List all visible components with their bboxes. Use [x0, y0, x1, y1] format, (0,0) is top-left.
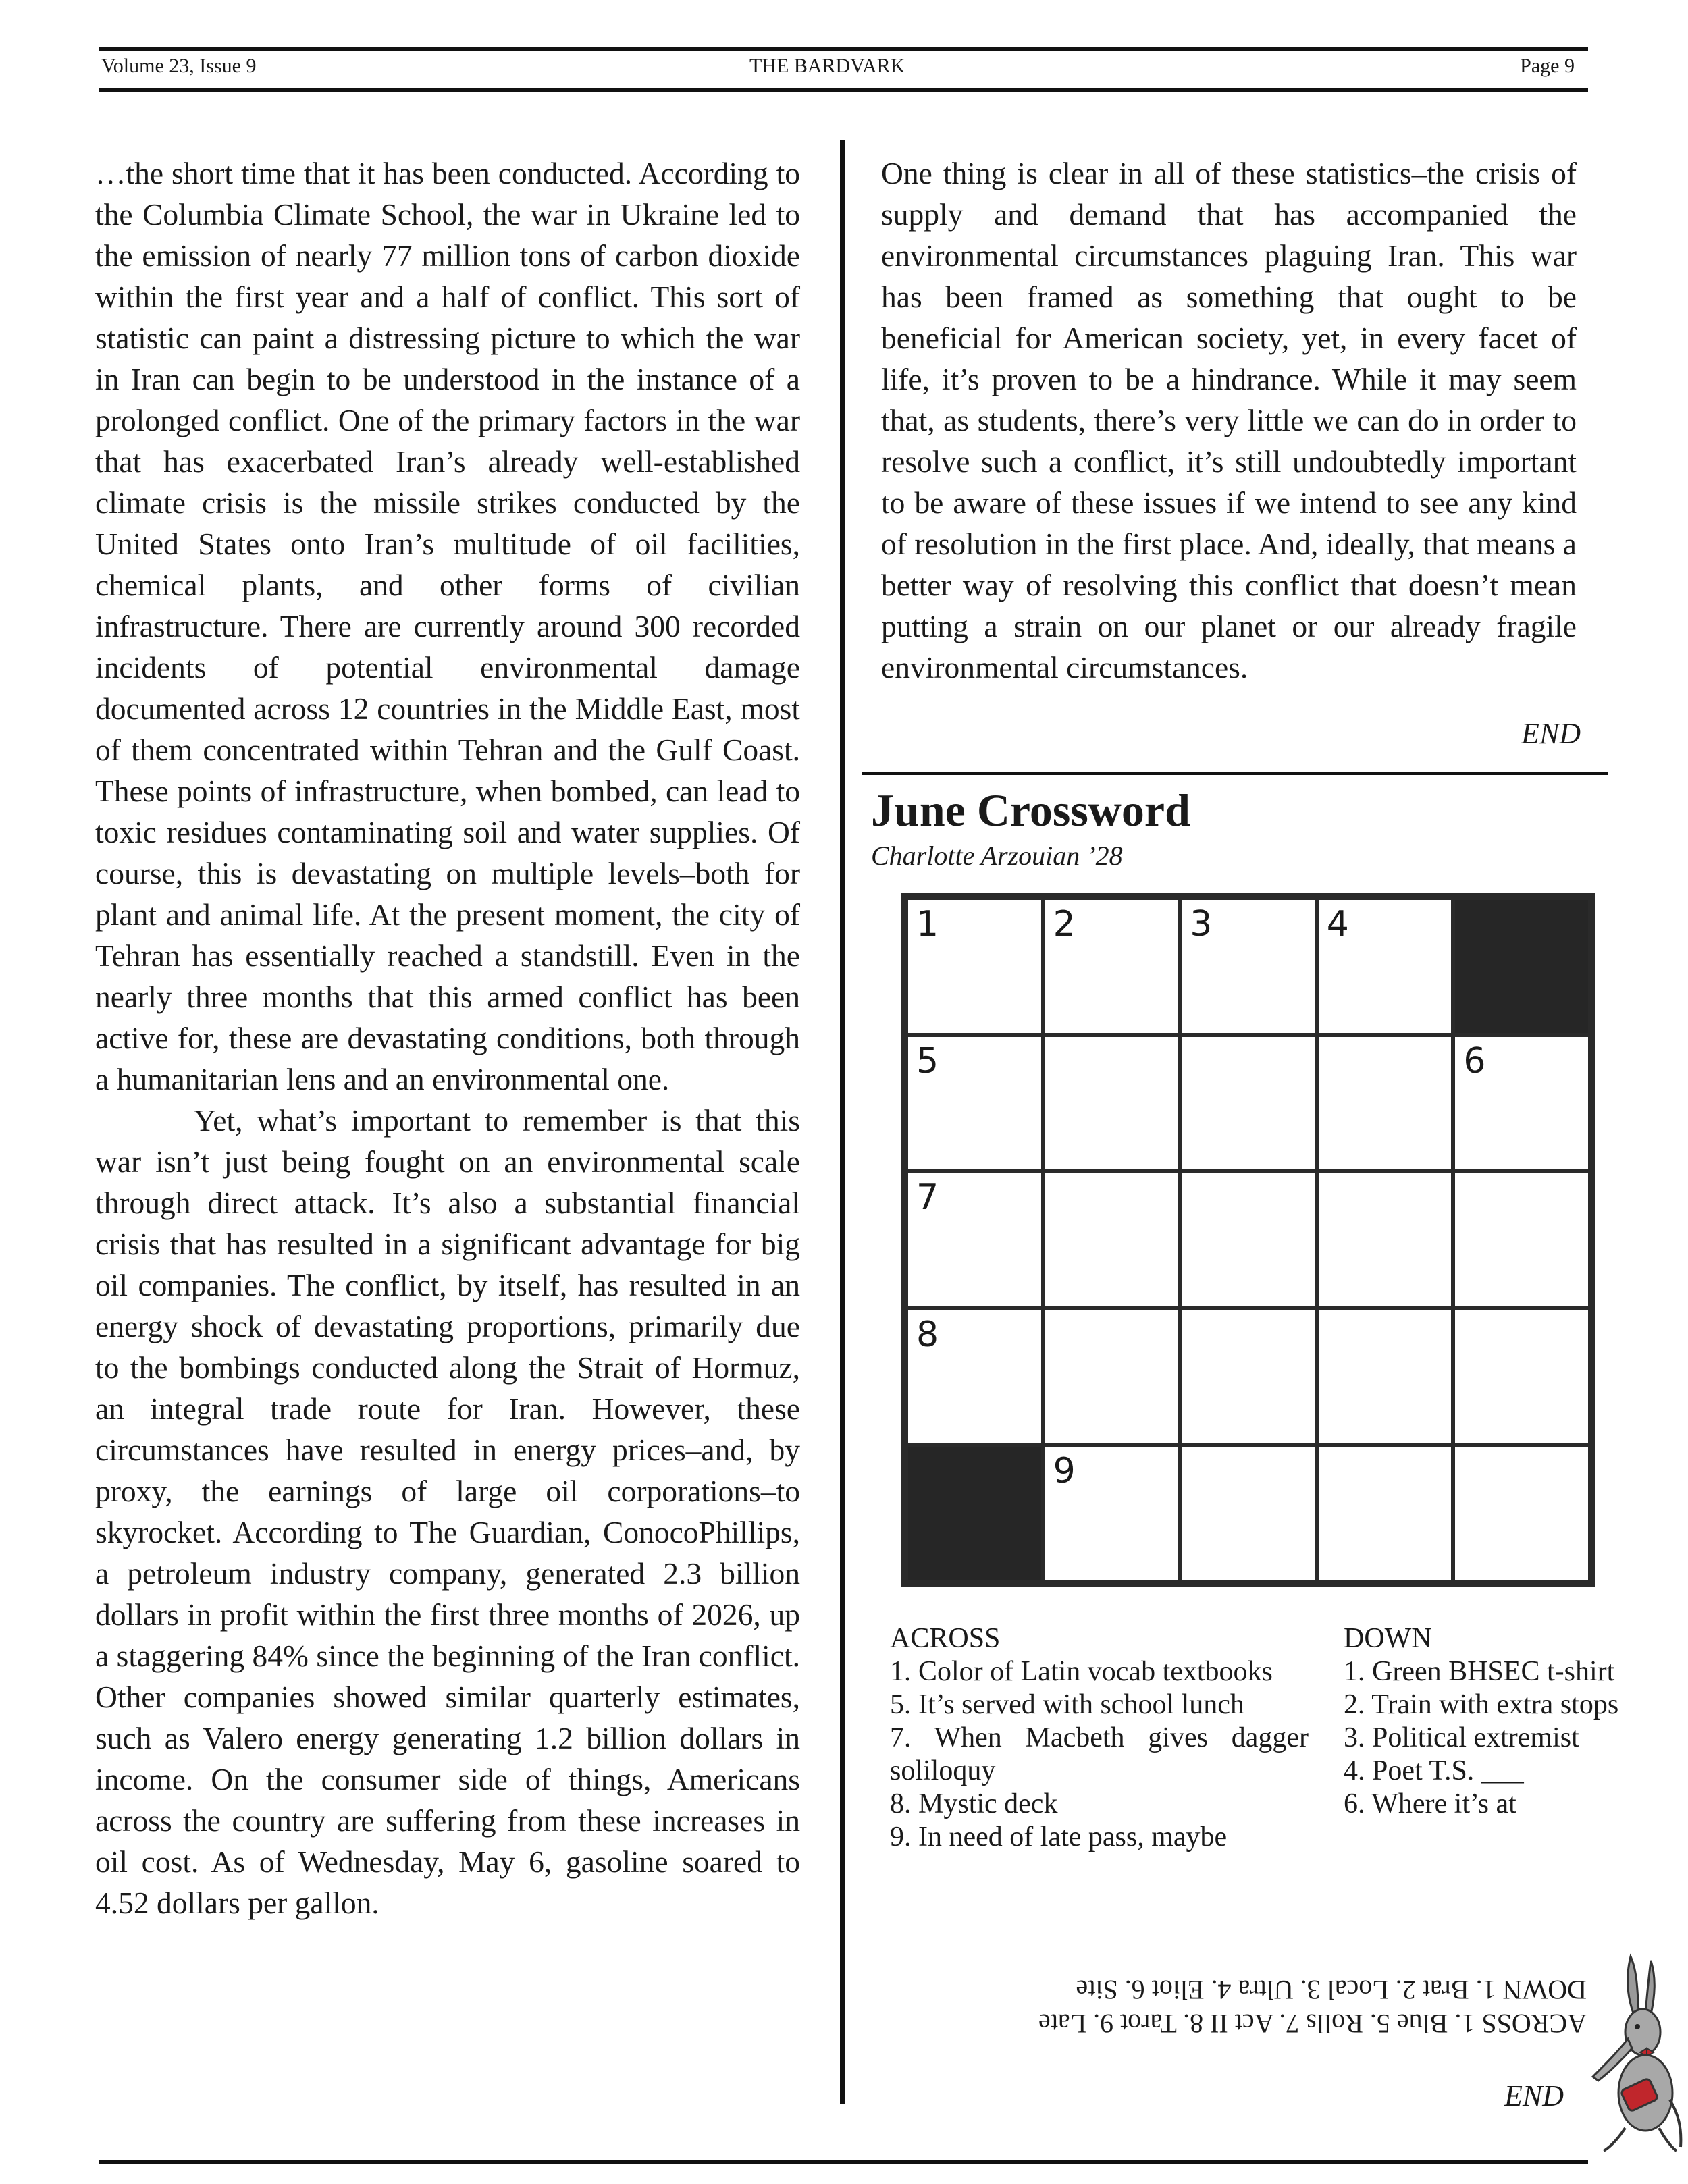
crossword-grid[interactable] [901, 893, 1595, 1587]
crossword-cell[interactable] [1317, 1171, 1454, 1308]
crossword-cell[interactable] [1180, 1308, 1317, 1445]
crossword-cell[interactable] [1180, 898, 1317, 1035]
crossword-black-cell [906, 1445, 1043, 1582]
down-clue: 3. Political extremist [1344, 1722, 1579, 1753]
across-clues [890, 1622, 1309, 1854]
crossword-section-rule [862, 772, 1608, 775]
crossword-title: June Crossword [871, 784, 1190, 836]
crossword-clue-number: 9 [1053, 1451, 1076, 1492]
across-clue: 9. In need of late pass, maybe [890, 1821, 1228, 1853]
crossword-cell[interactable] [1317, 1035, 1454, 1172]
crossword-black-cell [1453, 898, 1590, 1035]
article-end-mark: END [1521, 717, 1581, 750]
header-volume: Volume 23, Issue 9 [101, 55, 257, 77]
header-paper-name: THE BARDVARK [749, 55, 905, 77]
down-clue: 4. Poet T.S. ___ [1344, 1755, 1524, 1786]
crossword-answer-key [1013, 1973, 1587, 2040]
crossword-cell[interactable] [1453, 1171, 1590, 1308]
crossword-cell[interactable] [1453, 1445, 1590, 1582]
crossword-cell[interactable] [1180, 1171, 1317, 1308]
crossword-cell[interactable] [1453, 1308, 1590, 1445]
column-divider [840, 140, 845, 2104]
crossword-cell[interactable] [1180, 1035, 1317, 1172]
down-clue: 6. Where it’s at [1344, 1788, 1516, 1819]
crossword-clue-number: 6 [1463, 1040, 1486, 1082]
crossword-clue-number: 5 [916, 1040, 939, 1082]
crossword-clue-number: 2 [1053, 904, 1076, 944]
article-left-column [95, 153, 800, 1923]
article-paragraph-2: Yet, what’s important to remember is that this war isn’t just being fought on an environmental scale through direct attack. It’s also a substantial financial crisis that has resulted in a significant advantage for big oil companies. The conflict, by itself, has resulted in an energy shock of devastating proportions, primarily due to the bombings conducted along the Strait of Hormuz, an integral trade route for Iran. However, these circumstances have resulted in energy prices–and, by proxy, the earnings of large oil corporations–to skyrocket. According to The Guardian, ConocoPhillips, a petroleum industry company, generated 2.3 billion dollars in profit within the first three months of 2026, up a staggering 84% since the beginning of the Iran conflict. Other companies showed similar quarterly estimates, such as Valero energy generating 1.2 billion dollars in income. On the consumer side of things, Americans across the country are suffering from these increases in oil cost. As of Wednesday, May 6, gasoline soared to 4.52 dollars per gallon. [95, 1103, 800, 1920]
header-page-number: Page 9 [1520, 55, 1575, 77]
header-bottom-rule [99, 88, 1588, 92]
crossword-cell[interactable] [906, 1308, 1043, 1445]
crossword-cell[interactable] [1453, 1035, 1590, 1172]
crossword-cell[interactable] [906, 1035, 1043, 1172]
across-clue: 7. When Macbeth gives dagger soliloquy [890, 1722, 1309, 1786]
down-clues [1344, 1622, 1668, 1821]
across-heading: ACROSS [890, 1623, 1001, 1654]
crossword-cell[interactable] [1317, 898, 1454, 1035]
across-clue: 1. Color of Latin vocab textbooks [890, 1656, 1273, 1687]
answers-across: ACROSS 1. Blue 5. Rolls 7. Act II 8. Tarot 9. Late [1038, 2008, 1587, 2039]
down-clue: 1. Green BHSEC t-shirt [1344, 1656, 1615, 1687]
crossword-cell[interactable] [1317, 1308, 1454, 1445]
footer-rule [99, 2160, 1588, 2164]
across-clue: 5. It’s served with school lunch [890, 1689, 1244, 1720]
crossword-byline: Charlotte Arzouian ’28 [871, 841, 1123, 871]
down-heading: DOWN [1344, 1623, 1432, 1654]
down-clue: 2. Train with extra stops [1344, 1689, 1619, 1720]
crossword-cell[interactable] [1180, 1445, 1317, 1582]
crossword-cell[interactable] [906, 1171, 1043, 1308]
bardvark-mascot-icon [1583, 1951, 1685, 2154]
crossword-clue-number: 4 [1326, 904, 1349, 944]
crossword-clue-number: 3 [1190, 904, 1213, 944]
crossword-cell[interactable] [1043, 1445, 1180, 1582]
crossword-cell[interactable] [906, 898, 1043, 1035]
crossword-cell[interactable] [1043, 898, 1180, 1035]
crossword-clue-number: 7 [916, 1177, 939, 1219]
crossword-cell[interactable] [1043, 1171, 1180, 1308]
header-top-rule [99, 47, 1588, 51]
crossword-clue-number: 1 [916, 904, 939, 944]
article-paragraph-1: …the short time that it has been conducted. According to the Columbia Climate School, the war in Ukraine led to the emission of nearly 77 million tons of carbon dioxide within the first year and a half of conflict. This sort of statistic can paint a distressing picture to which the war in Iran can begin to be understood in the instance of a prolonged conflict. One of the primary factors in the war that has exacerbated Iran’s already well-established climate crisis is the missile strikes conducted by the United States onto Iran’s multitude of oil facilities, chemical plants, and other forms of civilian infrastructure. There are currently around 300 recorded incidents of potential environmental damage documented across 12 countries in the Middle East, most of them concentrated within Tehran and the Gulf Coast. These points of infrastructure, when bombed, can lead to toxic residues contaminating soil and water supplies. Of course, this is devastating on multiple levels–both for plant and animal life. At the present moment, the city of Tehran has essentially reached a standstill. Even in the nearly three months that this armed conflict has been active for, these are devastating conditions, both through a humanitarian lens and an environmental one. [95, 156, 800, 1096]
crossword-cell[interactable] [1043, 1035, 1180, 1172]
across-clue: 8. Mystic deck [890, 1788, 1058, 1819]
crossword-clue-number: 8 [916, 1314, 939, 1355]
crossword-cell[interactable] [1043, 1308, 1180, 1445]
crossword-end-mark: END [1504, 2079, 1564, 2112]
crossword-cell[interactable] [1317, 1445, 1454, 1582]
article-paragraph-3: One thing is clear in all of these statistics–the crisis of supply and demand that has accompanied the environmental circumstances plaguing Iran. This war has been framed as something that ought to be beneficial for American society, yet, in every facet of life, it’s proven to be a hindrance. While it may seem that, as students, there’s very little we can do in order to resolve such a conflict, it’s still undoubtedly important to be aware of these issues if we intend to see any kind of resolution in the first place. And, ideally, that means a better way of resolving this conflict that doesn’t mean putting a strain on our planet or our already fragile environmental circumstances. [881, 156, 1577, 685]
answers-down: DOWN 1. Brat 2. Local 3. Ultra 4. Eliot 6. Site [1076, 1975, 1587, 2005]
article-right-column [881, 153, 1577, 688]
